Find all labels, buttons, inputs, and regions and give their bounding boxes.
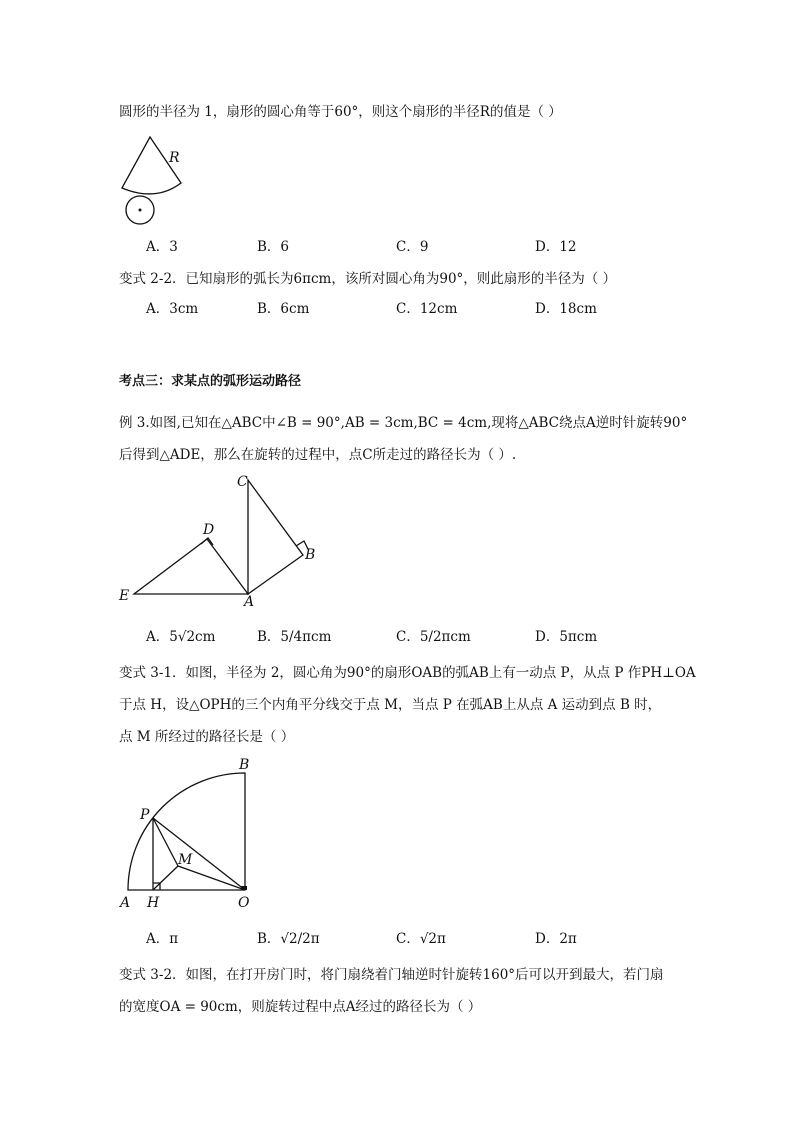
label-M: M bbox=[178, 852, 193, 868]
segment-OM bbox=[178, 866, 245, 890]
label-A: A bbox=[244, 594, 255, 610]
q3-1-stem-line3: 点 M 所经过的路径长是（ ） bbox=[119, 729, 295, 745]
q3-1-options bbox=[146, 930, 706, 948]
q3-1-sector-figure bbox=[115, 755, 265, 915]
sector-OAB bbox=[128, 773, 245, 890]
ex3-stem-line2: 后得到△ADE，那么在旋转的过程中，点C所走过的路径长为（ ）. bbox=[119, 447, 517, 463]
ex3-option-a[interactable]: A．5√2cm bbox=[146, 629, 216, 645]
label-P: P bbox=[140, 807, 150, 823]
triangle-ABC bbox=[248, 480, 303, 594]
label-B: B bbox=[305, 547, 316, 563]
ex3-option-d[interactable]: D．5πcm bbox=[535, 629, 598, 645]
q1-option-b[interactable]: B．6 bbox=[257, 239, 290, 255]
segment-PO bbox=[153, 818, 245, 890]
q1-cone-figure bbox=[110, 128, 200, 228]
ex3-stem-line1: 例 3.如图,已知在△ABC中∠B = 90°,AB = 3cm,BC = 4cm,现将△ABC绕点A逆时针旋转90° bbox=[119, 415, 688, 431]
q2-2-option-d[interactable]: D．18cm bbox=[535, 301, 597, 317]
segment-PM bbox=[153, 818, 178, 866]
q1-option-a[interactable]: A．3 bbox=[146, 239, 178, 255]
q1-option-d[interactable]: D．12 bbox=[535, 239, 577, 255]
q2-2-option-c[interactable]: C．12cm bbox=[396, 301, 458, 317]
q3-1-option-d[interactable]: D．2π bbox=[535, 931, 577, 947]
q3-2-stem-line2: 的宽度OA = 90cm，则旋转过程中点A经过的路径长为（ ） bbox=[119, 999, 482, 1015]
section-heading: 考点三：求某点的弧形运动路径 bbox=[119, 374, 302, 389]
segment-HM bbox=[153, 866, 178, 890]
triangle-ADE bbox=[134, 539, 248, 594]
q3-1-option-b[interactable]: B．√2/2π bbox=[257, 931, 320, 947]
q2-2-option-b[interactable]: B．6cm bbox=[257, 301, 310, 317]
label-A: A bbox=[120, 895, 131, 911]
label-H: H bbox=[147, 895, 160, 911]
q1-options bbox=[146, 238, 706, 256]
label-B: B bbox=[239, 757, 250, 773]
label-E: E bbox=[119, 588, 130, 604]
point-O-mark bbox=[241, 886, 247, 890]
q2-2-option-a[interactable]: A．3cm bbox=[146, 301, 199, 317]
ex3-option-c[interactable]: C．5/2πcm bbox=[396, 629, 471, 645]
label-D: D bbox=[203, 522, 215, 538]
q3-1-stem-line2: 于点 H，设△OPH的三个内角平分线交于点 M，当点 P 在弧AB上从点 A 运动到点 B 时， bbox=[119, 697, 662, 713]
ex3-options bbox=[146, 628, 706, 646]
ex3-option-b[interactable]: B．5/4πcm bbox=[257, 629, 332, 645]
label-C: C bbox=[237, 474, 248, 490]
ex3-rotation-figure bbox=[115, 472, 325, 612]
q3-1-option-a[interactable]: A．π bbox=[146, 931, 179, 947]
q1-option-c[interactable]: C．9 bbox=[396, 239, 429, 255]
q3-1-stem-line1: 变式 3-1．如图，半径为 2，圆心角为90°的扇形OAB的弧AB上有一动点 P，从点 P 作PH⊥OA bbox=[119, 665, 696, 681]
circle-center-dot bbox=[139, 209, 142, 212]
q3-2-stem-line1: 变式 3-2．如图，在打开房门时，将门扇绕着门轴逆时针旋转160°后可以开到最大，若门扇 bbox=[119, 967, 664, 983]
label-O: O bbox=[238, 895, 250, 911]
label-R: R bbox=[169, 150, 180, 166]
q2-2-stem: 变式 2-2．已知扇形的弧长为6πcm，该所对圆心角为90°，则此扇形的半径为（ ） bbox=[119, 271, 617, 287]
q2-2-options bbox=[146, 300, 706, 318]
q3-1-option-c[interactable]: C．√2π bbox=[396, 931, 446, 947]
q1-stem: 圆形的半径为 1，扇形的圆心角等于60°，则这个扇形的半径R的值是（ ） bbox=[119, 104, 562, 120]
